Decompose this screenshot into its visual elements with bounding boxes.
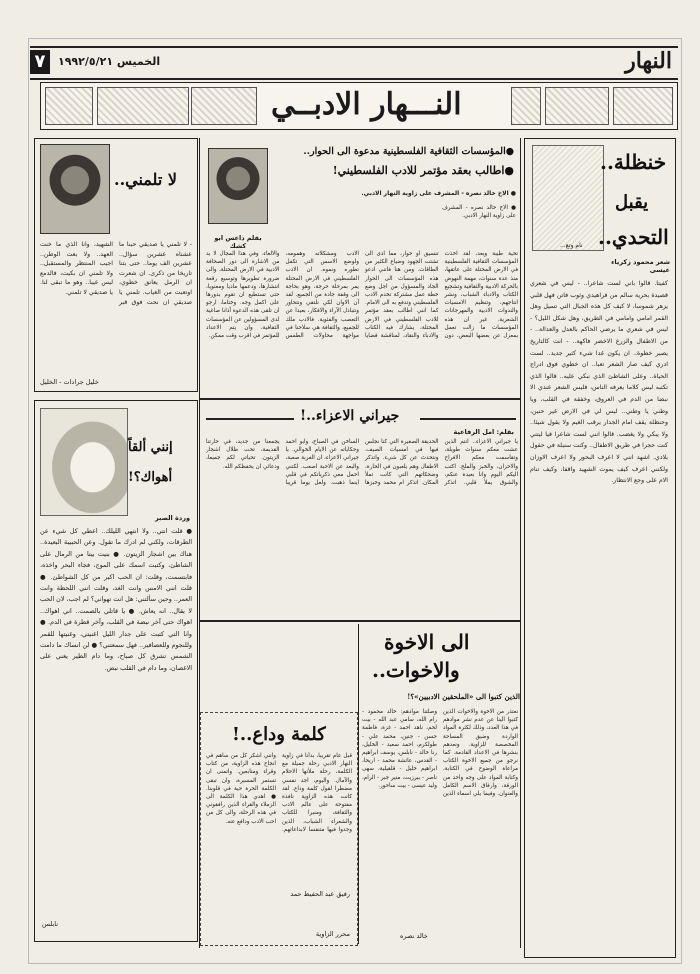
neighbors-body: يا جيراني الاعزاء.. انتم الذين عشت معكم سنوات طويلة، وتقاسمت معكم الافراح والاحزان، والخبز والملح. اكتب اليكم اليوم وانا بعيدة عنكم، والشوق يملأ قلبي. اتذكر الحديقة الصغيرة التي كنا نجلس فيها في امسيات الصيف، ونتحدث عن كل شيء. واتذكر الاطفال وهم يلعبون في الحارة، وضحكاتهم التي كانت تملأ المكان. اتذكر ام محمد وخبزها الساخن في الصباح، وابو احمد وحكاياته عن الايام الخوالي. يا جيراني الاعزاء، ان الغربة صعبة، والبعد عن الاحبة اصعب. لكنني احمل معي ذكرياتكم في قلبي اينما ذهبت. ولعل يوما قريبا يجمعنا من جديد، في حارتنا القديمة، تحت ظلال اشجار الزيتون. تحياتي لكم جميعا، ودعائي ان يحفظكم الله. — [206, 439, 518, 487]
neighbors-title: جيراني الاعزاء..! — [300, 408, 400, 424]
article-headline-1: ●المؤسسات الثقافية الفلسطينية مدعوة الى الحوار.. — [303, 146, 514, 157]
column-rule-left — [520, 138, 521, 948]
farewell-footer: محرر الزاوية — [315, 930, 350, 938]
masthead — [30, 46, 678, 80]
author-photo-male — [208, 148, 268, 224]
love-poem-body: ● قلت انتي.. ولا انتهي الليلك.. اعطي كل شيء عن الطرقات، ولكني لم ادرك ما تقول. وعن الحبيبة البعيدة.. هناك بين اشجار الزيتون. ● بنيت بيتا من الرمال على الشاطئ، وكتبت اسمك على الموج، فجاء البحر واخذه، فابتسمت، وقلت: ان الحب اكبر من كل الشواطئ. ● قلت انني الامس وانت الغد، وقلت انني اللحظة وانت العمر.. وحين سألتني: هل انت تهواني؟ لم اجب، لان الحب لا يقال.. انه يعاش. ● يا قاتلي بالصمت.. اني اهواك.. اهواك حتى آخر نبضة في القلب، وآخر قطرة في الدم. ● وانا التي كتبت على جدار الليل اغنيتي، وغنيتها للقمر وللنجوم وللعصافير.. فهل سمعتني؟ ● لن انساك ما دامت الشمس تشرق كل صباح، وما دام الطير يغني على الاغصان، وما دام في القلب نبض. — [40, 527, 192, 672]
lamp-illustration — [511, 87, 541, 125]
divider-neighbors-right — [420, 418, 516, 420]
article-intro: ● الاخ خالد نصره - المشرف على زاوية النهار الادبي. — [361, 190, 516, 197]
divider-neighbors-left — [206, 418, 294, 420]
column-rule-right — [199, 138, 200, 948]
poem-title-3: التحدي.. — [598, 225, 669, 249]
brothers-title-1: الى الاخوة — [384, 630, 470, 654]
poem-caption: نام وتع... — [560, 242, 583, 249]
right-poem-author: خليل جرادات - الخليل — [40, 378, 99, 386]
scroll-illustration — [191, 87, 257, 125]
right-poem-body: - لا تلمني يا صديقي حبنا ما عشناه عشرين سؤال.. عشرين الف يوما.. حتى بتنا تاريخا من ذكرى. ان شعرت ان الرمل يعانق خطوي، اوتعبت من الغياب. تلمني يا صديقي ان نحت فوق قبر الشهيد، وانا الذي ما خنت العهد.. ولا بعت الوطن.. اجيب المنتظر والمستقبل.. ولا تلمني ان بكيت، فالدمع ليس عيبا.. وهو ما تبقى لنا. يا صديقي لا تلمني. — [40, 241, 192, 306]
poem-sketch — [532, 145, 604, 251]
love-poem-title-2: أهواك؟! — [128, 470, 173, 485]
column-rule-bottom — [358, 624, 359, 944]
love-poem-title-1: إنني ألقاً — [128, 440, 173, 455]
section-banner — [40, 82, 678, 130]
farewell-byline: رفيق عبد الحفيظ حمد — [290, 890, 350, 898]
neighbors-byline: بقلم: امل الرفاعية — [453, 428, 514, 436]
right-poem-title: لا تلمني.. — [114, 170, 177, 189]
quill-illustration — [613, 87, 673, 125]
divider-center-2 — [200, 620, 520, 622]
article-body: تحية طيبة وبعد، لقد اخذت المؤسسات الثقافية الفلسطينية في الارض المحتلة على عاتقها، منذ عدة سنوات، مهمة النهوض بالحركة الادبية والثقافية وتشجيع الكتاب والادباء الشباب، ونشر انتاجهم، وتنظيم الامسيات والندوات الادبية والمهرجانات الشعرية. غير ان هذه المؤسسات ما زالت تعمل بمعزل عن بعضها البعض، دون تنسيق او حوار، مما ادى الى تشتت الجهود وضياع الكثير من الطاقات. ومن هنا فانني ادعو هذه المؤسسات الى الحوار الجاد والمسؤول من اجل وضع خطة عمل مشتركة تخدم الادب الفلسطيني وتدفع به الى الامام. كما انني اطالب بعقد مؤتمر للادب الفلسطيني في الارض المحتلة، يشارك فيه الكتاب والادباء والنقاد، لمناقشة قضايا الادب ومشكلاته وهمومه، ولوضع الاسس التي تكفل تطوره ونموه. ان الادب الفلسطيني في الارض المحتلة يمر بمرحلة حرجة، وهو بحاجة الى وقفة جادة من الجميع. لقد آن الاوان لكي نلتقي ونتحاور ونتبادل الآراء والافكار، بعيدا عن التعصب والفئوية. فالادب ملك للجميع، والثقافة هي سلاحنا في مواجهة محاولات الطمس والالغاء. وفي هذا المجال لا بد من الاشارة الى دور الصحافة الادبية في الارض المحتلة، والى ضرورة تطويرها وتوسيع رقعة انتشارها، ودعمها ماديا ومعنويا، حتى تستطيع ان تقوم بدورها على اكمل وجه. وختاما، ارجو ان تلقى هذه الدعوة آذانا صاغية لدى المسؤولين عن المؤسسات الثقافية، وان يتم الاعداد للمؤتمر في اقرب وقت ممكن. — [206, 251, 518, 340]
farewell-body: قبل عام تقريبا، بدأنا في زاوية النهار الادبي رحلة جميلة مع الكلمة، رحلة ملأتها الاحلام والآمال. واليوم، اجد نفسي مضطرا لقول كلمة وداع. لقد كانت هذه الزاوية نافذة مفتوحة على عالم الادب والثقافة، ومنبرا للكتاب والشعراء الشباب، الذين وجدوا فيها متنفسا لابداعاتهم. وانني اشكر كل من ساهم في انجاح هذه الزاوية، من كتاب وقراء ومتابعين. واتمنى ان تستمر المسيرة، وان تبقى الكلمة الحرة حية في قلوبنا. ● اهدي هذا الكلمة الى الزملاء والقراء الذين رافقوني في هذه الرحلة، والى كل من احب الادب ودافع عنه. — [206, 753, 352, 833]
poem-body: كفيتا. قالوا باني لست شاعرا.. - ليس في شعري قصيدة بحرية سالم من فراهيدي وثوب فاتن فهل قلبي يزهر شموسا، لا كيف كل هذه الجبال التي تسيل وهل القمر امامي وامامي في الطريق، وهل شكل الليل؟ - ليس في شعري ما يرضي الحاكم بالعدل والعدالة.. - من الاطفال والزرع الاخضر فاكهة.. - انت كالتاريخ يصير خطوة.. ان يكون غدا شيء كثير جديد.. لست ادري كيف صار الشعر تعبا.. ان خطوي فوق ادراج الحياة.. وعلى الشاطئ الذي نبكي عليه.. قالوا الذي تكتبه ليس كلاما يعرفه الناس، فليس الشعر عندي الا نبضا من الدم في العروق، وخفقة في القلب، ويا وطني يا وطني.. ليس لي في الارض غير حنين، وحنظلة يقف امام الجدار يرقب الغيم ولا يقول شيئا.. ولا يبكي ولا يغضب. قالوا انني لست شاعرا فيا ليتني كنت حجرا في طريق الاطفال.. وكنت سنبلة في حقول بلادي. اشهد انني لا اعرف البحور ولا اعرف الاوزان ولكنني اعرف كيف يموت الشهيد واقفا، وكيف تنام الام على وجع الانتظار. — [530, 280, 668, 485]
section-title: النـــهار الادبــي — [271, 87, 462, 122]
woman-sketch — [40, 408, 128, 516]
author-photo-young — [40, 144, 110, 234]
article-body-upper: ● الاخ خالد نصره - المشرف على زاوية النهار الادبي. — [442, 205, 516, 220]
books-illustration — [97, 87, 189, 125]
poem-author: شعر محمود زكرياء عيسى — [611, 258, 670, 274]
article-headline-2: ●اطالب بعقد مؤتمر للادب الفلسطيني! — [332, 164, 514, 177]
poem-title-1: خنظلة.. — [600, 150, 667, 174]
farewell-title: كلمة وداع..! — [232, 724, 326, 745]
brothers-body: نعتذر من الاخوة والاخوات الذين كتبوا الينا عن عدم نشر موادهم في هذا العدد، وذلك لكثرة المواد الواردة وضيق المساحة المخصصة للزاوية. ونعدهم بنشرها في الاعداد القادمة. كما نرجو من جميع الاخوة الكتاب مراعاة الوضوح في الكتابة، وكتابة المواد على وجه واحد من الورقة، وارفاق الاسم الكامل والعنوان. وفيما يلي اسماء الذين وصلتنا موادهم: خالد محمود - رام الله، سامي عبد الله - بيت لحم، ناهد احمد - غزة، فاطمة حسن - جنين، محمد علي - طولكرم، احمد سعيد - الخليل، رنا خالد - نابلس، يوسف ابراهيم - القدس، عائشة محمد - اريحا، ابراهيم خليل - قلقيلية، سهى ناصر - بيرزيت، منير جبر - الرام، وليد عيسى - بيت ساحور. — [362, 709, 518, 798]
date-line: الخميس ١٩٩٢/٥/٢١ — [58, 55, 161, 68]
brothers-title-2: والاخوات.. — [372, 658, 460, 682]
bookshelf-illustration — [545, 87, 609, 125]
love-poem-footer: نابلس — [42, 920, 59, 928]
page-number: ٧ — [30, 50, 50, 74]
article-byline: بقلم داعس ابو كشك — [214, 234, 262, 250]
divider-center-1 — [200, 398, 520, 400]
brothers-signature: خالد نصره — [400, 932, 428, 940]
reader-illustration — [45, 87, 93, 125]
poem-title-2: يقبل — [615, 192, 649, 213]
paper-name: النهار — [625, 48, 672, 74]
love-poem-author: وردة الصبر — [155, 514, 190, 522]
brothers-subtitle: الذين كتبوا الى «الملحقين الادبيين»؟! — [407, 692, 520, 701]
